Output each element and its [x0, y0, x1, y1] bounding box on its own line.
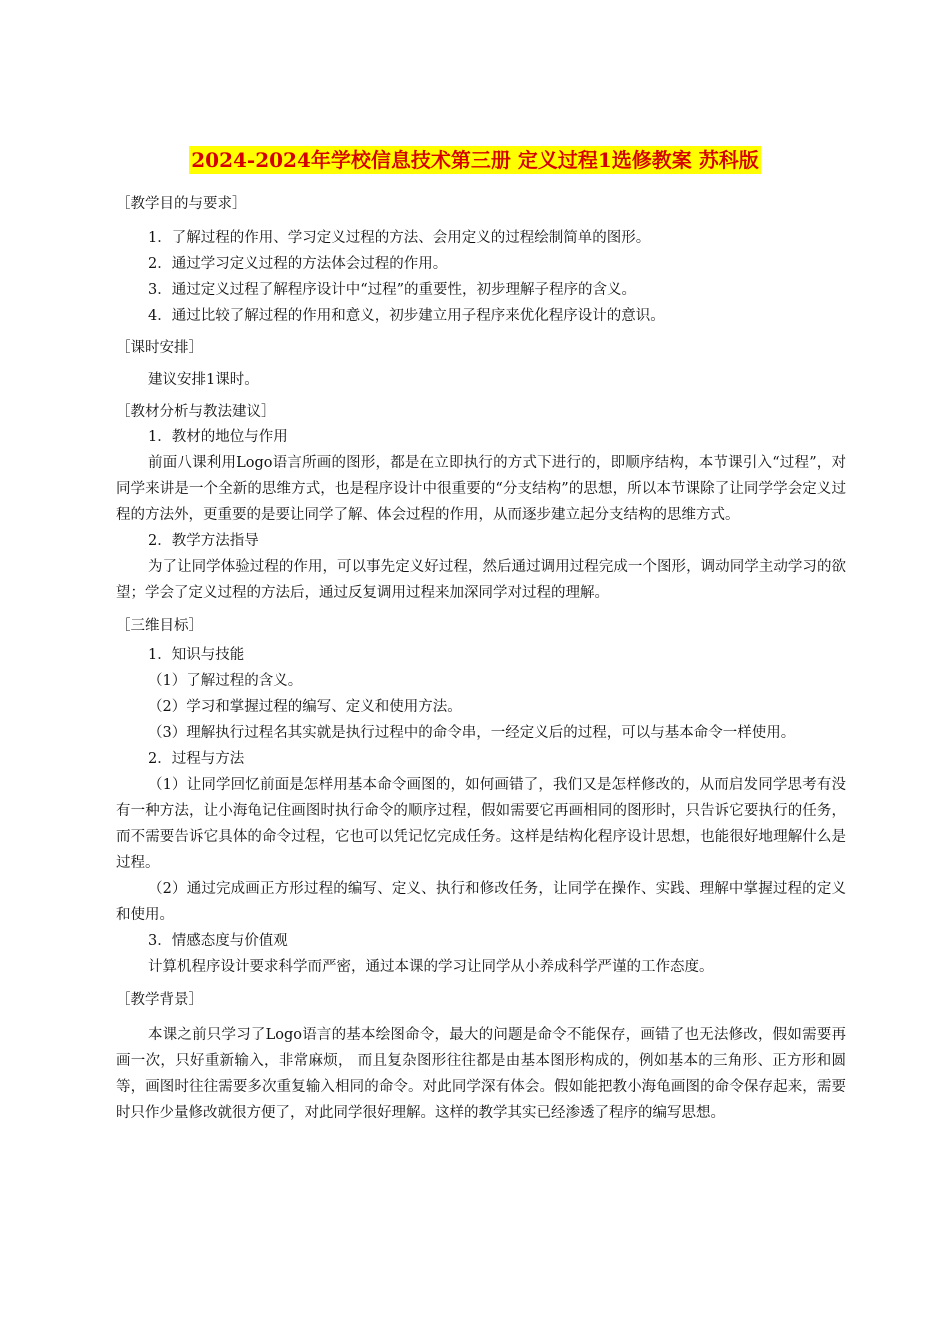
- section-heading-analysis: ［教材分析与教法建议］: [116, 404, 276, 420]
- goals-process-item: （2）通过完成画正方形过程的编写、定义、执行和修改任务，让同学在操作、实践、理解中掌握过程的定义和使用。: [116, 881, 846, 923]
- goals-process-item: （1）让同学回忆前面是怎样用基本命令画图的，如何画错了，我们又是怎样修改的，从而启发同学思考有没有一种方法，让小海龟记住画图时执行命令的顺序过程，假如需要它再画相同的图形时，只告诉它要执行的任务，而不需要告诉它具体的命令过程，它也可以凭记忆完成任务。这样是结构化程序设计思想，也能很好地理解什么是过程。: [116, 777, 846, 871]
- analysis-paragraph-method: 为了让同学体验过程的作用，可以事先定义好过程，然后通过调用过程完成一个图形，调动同学主动学习的欲望；学会了定义过程的方法后，通过反复调用过程来加深同学对过程的理解。: [116, 559, 846, 601]
- section-heading-background: ［教学背景］: [116, 992, 203, 1008]
- objective-item: 1．了解过程的作用、学习定义过程的方法、会用定义的过程绘制简单的图形。: [148, 230, 651, 246]
- goals-subheading-process: 2．过程与方法: [148, 751, 245, 767]
- objective-item: 2．通过学习定义过程的方法体会过程的作用。: [148, 256, 448, 272]
- section-heading-goals: ［三维目标］: [116, 618, 203, 634]
- objective-item: 3．通过定义过程了解程序设计中“过程”的重要性，初步理解子程序的含义。: [148, 282, 637, 298]
- goals-attitude-text: 计算机程序设计要求科学而严密，通过本课的学习让同学从小养成科学严谨的工作态度。: [148, 959, 714, 975]
- section-heading-schedule: ［课时安排］: [116, 340, 203, 356]
- goals-knowledge-item: （2）学习和掌握过程的编写、定义和使用方法。: [148, 699, 462, 715]
- goals-subheading-knowledge: 1．知识与技能: [148, 647, 245, 663]
- goals-knowledge-item: （1）了解过程的含义。: [148, 673, 303, 689]
- analysis-paragraph-role: 前面八课利用Logo语言所画的图形，都是在立即执行的方式下进行的，即顺序结构，本节课引入“过程”，对同学来讲是一个全新的思维方式，也是程序设计中很重要的“分支结构”的思想，所以本节课除了让同学学会定义过程的方法外，更重要的是要让同学了解、体会过程的作用，从而逐步建立起分支结构的思维方式。: [116, 455, 846, 523]
- section-heading-objectives: ［教学目的与要求］: [116, 196, 247, 212]
- analysis-subheading-role: 1．教材的地位与作用: [148, 429, 288, 445]
- objective-item: 4．通过比较了解过程的作用和意义，初步建立用子程序来优化程序设计的意识。: [148, 308, 665, 324]
- goals-knowledge-item: （3）理解执行过程名其实就是执行过程中的命令串，一经定义后的过程，可以与基本命令一样使用。: [148, 725, 796, 741]
- document-body: [116, 194, 846, 1126]
- background-paragraph: 本课之前只学习了Logo语言的基本绘图命令，最大的问题是命令不能保存，画错了也无法修改，假如需要再画一次，只好重新输入，非常麻烦， 而且复杂图形往往都是由基本图形构成的，例如基本的三角形、正方形和圆等，画图时往往需要多次重复输入相同的命令。对此同学深有体会。假如能把教小海龟画图的命令保存起来，需要时只作少量修改就很方便了，对此同学很好理解。这样的教学其实已经渗透了程序的编写思想。: [116, 1027, 846, 1121]
- title-block: [0, 146, 950, 174]
- analysis-subheading-method: 2．教学方法指导: [148, 533, 259, 549]
- schedule-text: 建议安排1课时。: [148, 372, 259, 388]
- goals-subheading-attitude: 3．情感态度与价值观: [148, 933, 288, 949]
- document-title: 2024-2024年学校信息技术第三册 定义过程1选修教案 苏科版: [191, 148, 759, 172]
